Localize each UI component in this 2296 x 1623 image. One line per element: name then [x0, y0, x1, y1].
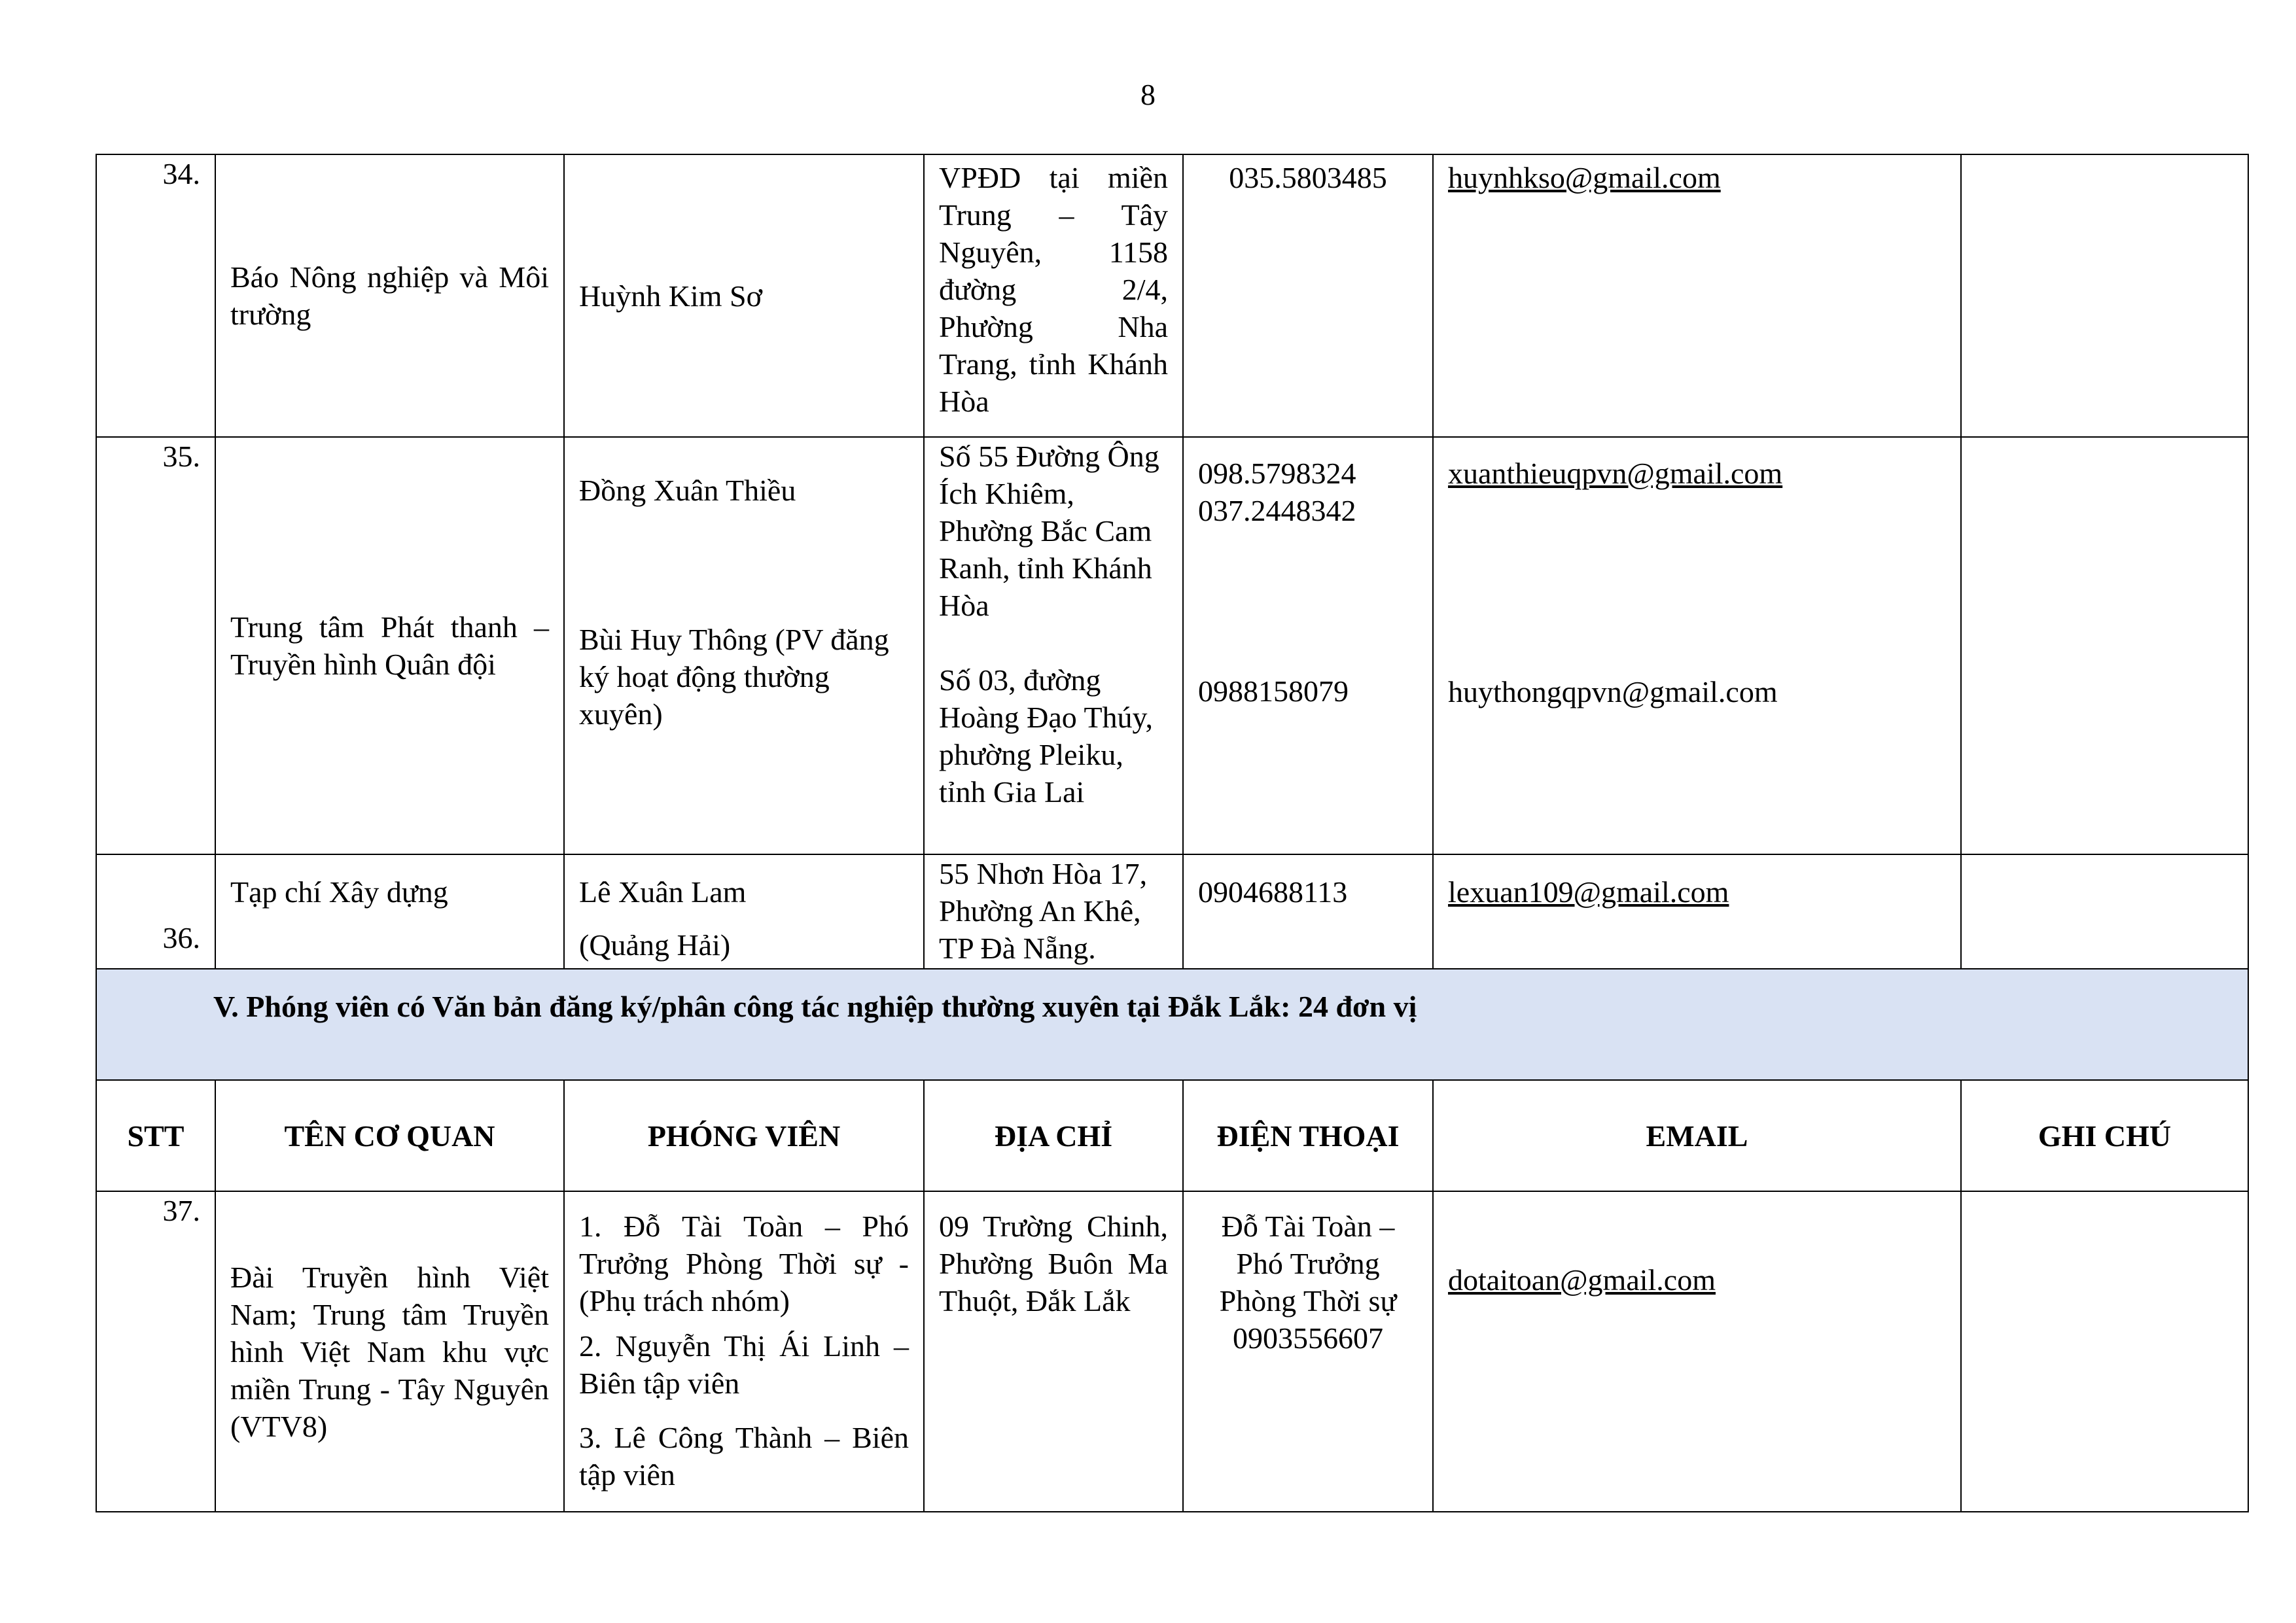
note-cell: [1961, 437, 2248, 854]
address-text: 09 Trường Chinh, Phường Buôn Ma Thuột, Đắk Lắk: [939, 1210, 1168, 1318]
agency-text: Tạp chí Xây dựng: [230, 875, 448, 909]
note-cell: [1961, 854, 2248, 969]
section-v-row: [96, 969, 2248, 1080]
email-link-1[interactable]: xuanthieuqpvn@gmail.com: [1448, 457, 1783, 490]
phone-cell: [1183, 1191, 1433, 1512]
phone-text: 035.5803485: [1229, 161, 1387, 194]
agency-cell: [215, 854, 564, 969]
table-row-37: [96, 1191, 2248, 1512]
header-email: EMAIL: [1433, 1080, 1961, 1191]
email-cell: [1433, 1191, 1961, 1512]
table-row-34: [96, 154, 2248, 437]
phone-contact-name: Đỗ Tài Toàn – Phó Trưởng Phòng Thời sự: [1219, 1210, 1397, 1318]
reporter-name-2: Bùi Huy Thông (PV đăng ký hoạt động thường xuyên): [579, 623, 889, 731]
reporter-name-2: (Quảng Hải): [579, 928, 731, 962]
phone-text-1b: 037.2448342: [1198, 494, 1356, 527]
address-cell: [924, 154, 1183, 437]
email-link[interactable]: lexuan109@gmail.com: [1448, 875, 1729, 909]
phone-text: 0903556607: [1233, 1321, 1383, 1355]
header-reporter: PHÓNG VIÊN: [564, 1080, 924, 1191]
stt-cell: 34.: [96, 154, 215, 437]
table-header-row: [96, 1080, 2248, 1191]
address-text-2: Số 03, đường Hoàng Đạo Thúy, phường Pleiku, tỉnh Gia Lai: [939, 663, 1154, 809]
email-cell: [1433, 437, 1961, 854]
reporter-name-1: Đồng Xuân Thiều: [579, 474, 796, 507]
table-row-36: [96, 854, 2248, 969]
press-contact-table: [96, 154, 2249, 1512]
header-agency: TÊN CƠ QUAN: [215, 1080, 564, 1191]
reporter-cell: [564, 854, 924, 969]
phone-text: 0904688113: [1198, 875, 1348, 909]
email-link[interactable]: dotaitoan@gmail.com: [1448, 1263, 1716, 1297]
reporter-cell: [564, 437, 924, 854]
page-number: 8: [1140, 78, 1156, 111]
email-cell: [1433, 854, 1961, 969]
phone-cell: [1183, 854, 1433, 969]
stt-cell: 36.: [96, 854, 215, 969]
section-v-title: V. Phóng viên có Văn bản đăng ký/phân công tác nghiệp thường xuyên tại Đắk Lắk: 24 đơn vị: [96, 969, 2248, 1080]
email-link[interactable]: huynhkso@gmail.com: [1448, 161, 1721, 194]
header-address: ĐỊA CHỈ: [924, 1080, 1183, 1191]
stt-cell: 37.: [96, 1191, 215, 1512]
address-cell: [924, 1191, 1183, 1512]
reporter-name-3: 3. Lê Công Thành – Biên tập viên: [579, 1421, 909, 1492]
phone-text-1a: 098.5798324: [1198, 457, 1356, 490]
phone-cell: [1183, 154, 1433, 437]
phone-cell: [1183, 437, 1433, 854]
reporter-cell: Huỳnh Kim Sơ: [564, 154, 924, 437]
reporter-name-2: 2. Nguyễn Thị Ái Linh – Biên tập viên: [579, 1329, 909, 1400]
stt-cell: 35.: [96, 437, 215, 854]
agency-cell: Đài Truyền hình Việt Nam; Trung tâm Truyền hình Việt Nam khu vực miền Trung - Tây Nguyên (VTV8): [215, 1191, 564, 1512]
agency-cell: Báo Nông nghiệp và Môi trường: [215, 154, 564, 437]
note-cell: [1961, 154, 2248, 437]
header-stt: STT: [96, 1080, 215, 1191]
address-cell: 55 Nhơn Hòa 17, Phường An Khê, TP Đà Nẵng.: [924, 854, 1183, 969]
header-note: GHI CHÚ: [1961, 1080, 2248, 1191]
header-phone: ĐIỆN THOẠI: [1183, 1080, 1433, 1191]
email-cell: [1433, 154, 1961, 437]
address-text: VPĐD tại miền Trung – Tây Nguyên, 1158 đường 2/4, Phường Nha Trang, tỉnh Khánh Hòa: [939, 161, 1168, 418]
table-row-35: [96, 437, 2248, 854]
note-cell: [1961, 1191, 2248, 1512]
email-text-2: huythongqpvn@gmail.com: [1448, 675, 1778, 708]
reporter-cell: [564, 1191, 924, 1512]
address-text-1: Số 55 Đường Ông Ích Khiêm, Phường Bắc Cam Ranh, tỉnh Khánh Hòa: [939, 440, 1159, 622]
address-cell: [924, 437, 1183, 854]
reporter-name-1: Lê Xuân Lam: [579, 875, 747, 909]
agency-cell: Trung tâm Phát thanh – Truyền hình Quân đội: [215, 437, 564, 854]
phone-text-2: 0988158079: [1198, 674, 1349, 708]
reporter-name-1: 1. Đỗ Tài Toàn – Phó Trưởng Phòng Thời sự - (Phụ trách nhóm): [579, 1210, 909, 1318]
